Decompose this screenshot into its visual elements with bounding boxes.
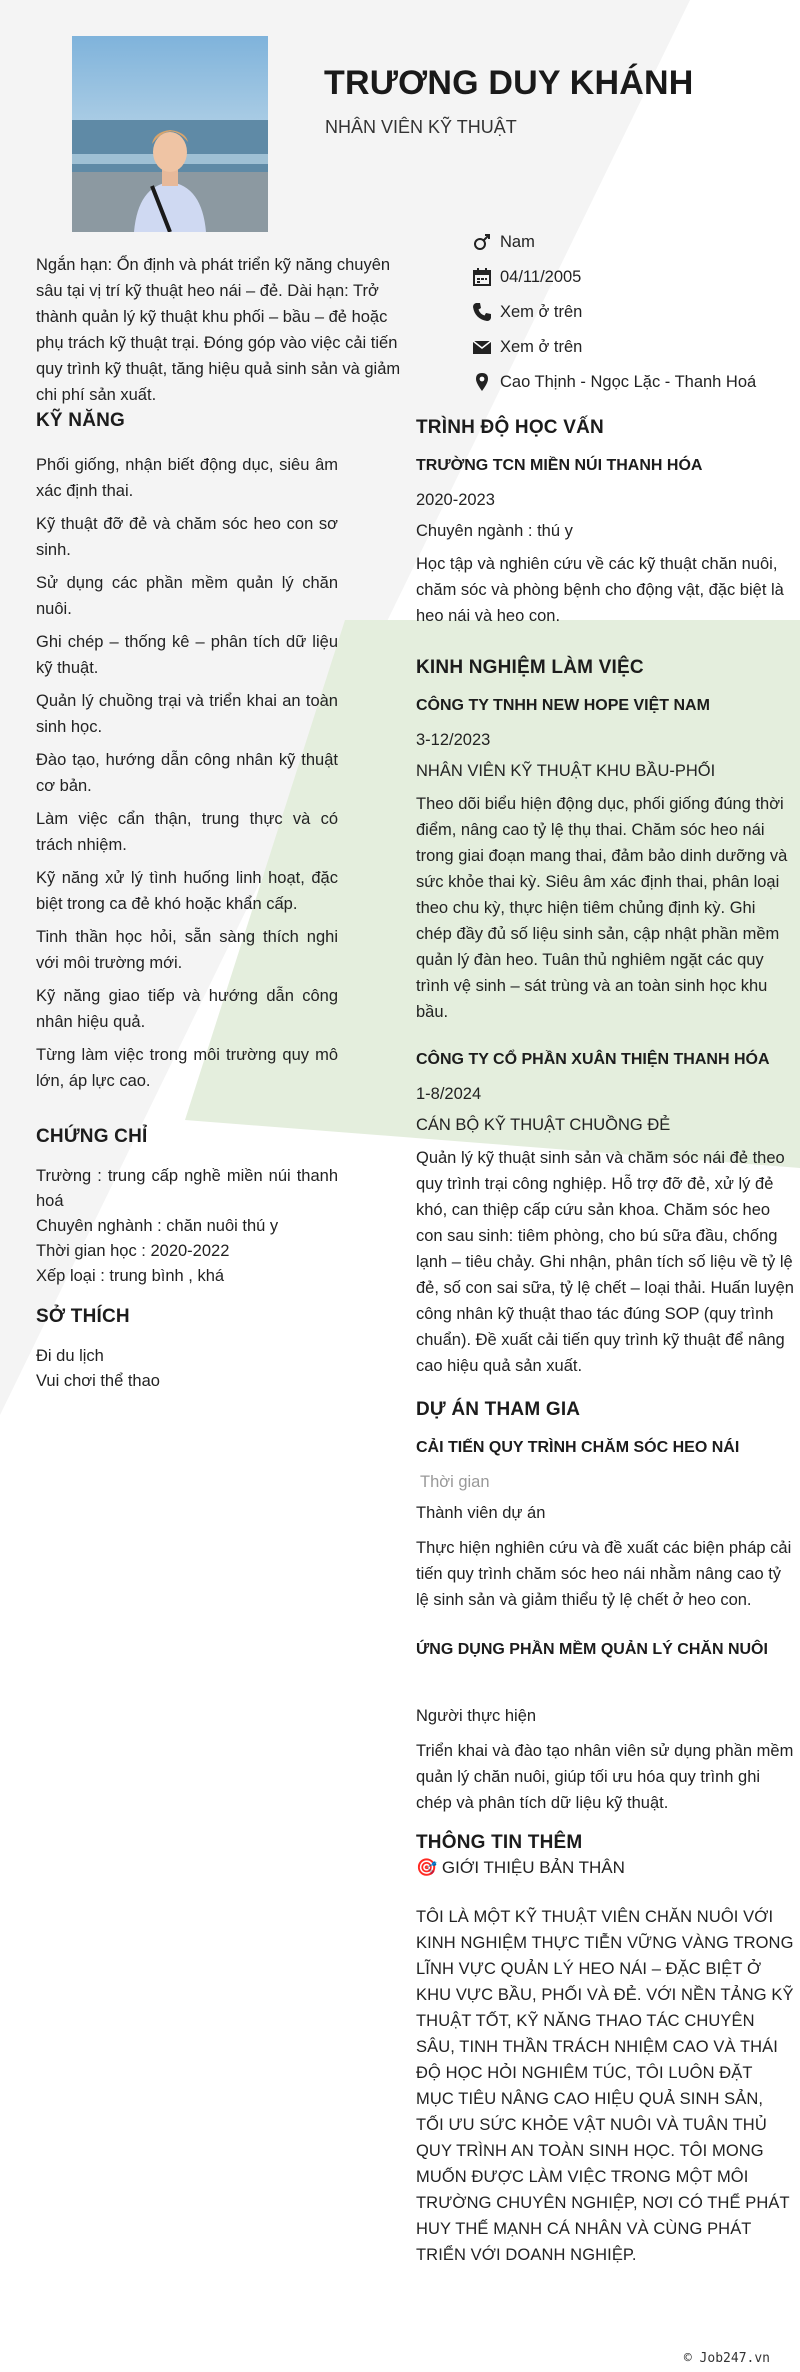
skill-item: Đào tạo, hướng dẫn công nhân kỹ thuật cơ bản. bbox=[36, 751, 338, 795]
experience-section bbox=[416, 657, 794, 1379]
certificates-section bbox=[36, 1126, 338, 1289]
job-role: CÁN BỘ KỸ THUẬT CHUỒNG ĐẺ bbox=[416, 1116, 671, 1134]
contact-gender bbox=[472, 230, 792, 254]
skill-item: Làm việc cẩn thận, trung thực và có trách nhiệm. bbox=[36, 810, 338, 854]
job-role: NHÂN VIÊN KỸ THUẬT KHU BẦU-PHỐI bbox=[416, 762, 716, 780]
project-role: Người thực hiện bbox=[416, 1707, 537, 1725]
certificate-line: Thời gian học : 2020-2022 bbox=[36, 1242, 230, 1260]
projects-title: DỰ ÁN THAM GIA bbox=[416, 1399, 581, 1420]
address-value: Cao Thịnh - Ngọc Lặc - Thanh Hoá bbox=[500, 373, 757, 391]
job-period: 3-12/2023 bbox=[416, 731, 491, 749]
projects-section bbox=[416, 1399, 794, 1816]
job-company: CÔNG TY CỔ PHẦN XUÂN THIỆN THANH HÓA bbox=[416, 1051, 770, 1068]
skill-item: Sử dụng các phần mềm quản lý chăn nuôi. bbox=[36, 574, 338, 618]
project-name: CẢI TIẾN QUY TRÌNH CHĂM SÓC HEO NÁI bbox=[416, 1439, 740, 1456]
school-name: TRƯỜNG TCN MIỀN NÚI THANH HÓA bbox=[416, 457, 703, 474]
education-title: TRÌNH ĐỘ HỌC VẤN bbox=[416, 417, 604, 438]
phone-icon bbox=[472, 300, 500, 324]
certificate-line: Trường : trung cấp nghề miền núi thanh hoá bbox=[36, 1167, 338, 1210]
education-period: 2020-2023 bbox=[416, 491, 495, 509]
career-objective: Ngắn hạn: Ổn định và phát triển kỹ năng chuyên sâu tại vị trí kỹ thuật heo nái – đẻ. Dài hạn: Trở thành quản lý kỹ thuật khu phối – bầu – đẻ hoặc phụ trách kỹ thuật trại. Đóng góp vào việc cải tiến quy trình kỹ thuật, tăng hiệu quả sinh sản và giảm chi phí sản xuất. bbox=[36, 256, 401, 404]
contact-phone bbox=[472, 300, 792, 324]
skills-section bbox=[36, 410, 338, 1101]
skills-title: KỸ NĂNG bbox=[36, 410, 126, 431]
additional-info-section bbox=[416, 1832, 794, 2268]
skill-item: Tinh thần học hỏi, sẵn sàng thích nghi với môi trường mới. bbox=[36, 928, 338, 972]
avatar bbox=[72, 36, 268, 232]
certificate-line: Xếp loại : trung bình , khá bbox=[36, 1267, 225, 1285]
contact-info bbox=[472, 230, 792, 405]
project-entry bbox=[416, 1439, 794, 1613]
contact-email bbox=[472, 335, 792, 359]
calendar-icon bbox=[472, 265, 500, 289]
project-description: Thực hiện nghiên cứu và đề xuất các biện pháp cải tiến quy trình chăm sóc heo nái nhằm nâng cao tỷ lệ sinh sản và giảm thiểu tỷ lệ chết ở heo con. bbox=[416, 1539, 792, 1609]
phone-value: Xem ở trên bbox=[500, 303, 583, 321]
right-column bbox=[416, 417, 794, 2268]
project-time-placeholder: Thời gian bbox=[420, 1473, 490, 1491]
project-description: Triển khai và đào tạo nhân viên sử dụng phần mềm quản lý chăn nuôi, giúp tối ưu hóa quy trình ghi chép và phân tích dữ liệu kỹ thuật. bbox=[416, 1742, 794, 1812]
job-entry bbox=[416, 697, 794, 1025]
email-value: Xem ở trên bbox=[500, 338, 583, 356]
skill-item: Phối giống, nhận biết động dục, siêu âm xác định thai. bbox=[36, 456, 338, 500]
about-body: TÔI LÀ MỘT KỸ THUẬT VIÊN CHĂN NUÔI VỚI KINH NGHIỆM THỰC TIỄN VỮNG VÀNG TRONG LĨNH VỰC QUẢN LÝ HEO NÁI – ĐẶC BIỆT Ở KHU VỰC BẦU, PHỐI VÀ ĐẺ. VỚI NỀN TẢNG KỸ THUẬT TỐT, KỸ NĂNG THAO TÁC CHUYÊN SÂU, TINH THẦN TRÁCH NHIỆM CAO VÀ THÁI ĐỘ HỌC HỎI NGHIÊM TÚC, TÔI LUÔN ĐẶT MỤC TIÊU NÂNG CAO HIỆU QUẢ SINH SẢN, TỐI ƯU SỨC KHỎE VẬT NUÔI VÀ TUÂN THỦ QUY TRÌNH AN TOÀN SINH HỌC. TÔI MONG MUỐN ĐƯỢC LÀM VIỆC TRONG MỘT MÔI TRƯỜNG CHUYÊN NGHIỆP, NƠI CÓ THỂ PHÁT HUY THẾ MẠNH CÁ NHÂN VÀ CÙNG PHÁT TRIỂN VỚI DOANH NGHIỆP. bbox=[416, 1908, 794, 2264]
project-role: Thành viên dự án bbox=[416, 1504, 546, 1522]
hobbies-section bbox=[36, 1306, 338, 1394]
birthday-value: 04/11/2005 bbox=[500, 268, 582, 286]
project-name: ỨNG DỤNG PHẦN MỀM QUẢN LÝ CHĂN NUÔI bbox=[416, 1641, 768, 1658]
certificate-line: Chuyên nghành : chăn nuôi thú y bbox=[36, 1217, 279, 1235]
additional-title: THÔNG TIN THÊM bbox=[416, 1832, 583, 1853]
gender-value: Nam bbox=[500, 233, 535, 251]
hobby-item: Vui chơi thể thao bbox=[36, 1372, 160, 1390]
candidate-name: TRƯƠNG DUY KHÁNH bbox=[324, 64, 694, 102]
hobbies-title: SỞ THÍCH bbox=[36, 1306, 130, 1327]
job-description: Quản lý kỹ thuật sinh sản và chăm sóc nái đẻ theo quy trình trại công nghiệp. Hỗ trợ đỡ đẻ, xử lý đẻ khó, can thiệp cấp cứu sản khoa. Chăm sóc heo con sau sinh: tiêm phòng, cho bú sữa đầu, chống lạnh – tiêu chảy. Ghi nhận, phân tích số liệu về tỷ lệ đẻ, số con sai sữa, tỷ lệ chết – loại thải. Huấn luyện công nhân kỹ thuật thao tác đúng SOP (quy trình chuẩn). Đề xuất cải tiến quy trình kỹ thuật để nâng cao hiệu quả sản xuất. bbox=[416, 1149, 794, 1375]
skill-item: Từng làm việc trong môi trường quy mô lớn, áp lực cao. bbox=[36, 1046, 338, 1090]
experience-title: KINH NGHIỆM LÀM VIỆC bbox=[416, 657, 644, 678]
skill-item: Kỹ thuật đỡ đẻ và chăm sóc heo con sơ sinh. bbox=[36, 515, 338, 559]
contact-address bbox=[472, 370, 792, 394]
job-period: 1-8/2024 bbox=[416, 1085, 482, 1103]
footer-copyright: © Job247.vn bbox=[683, 2351, 770, 2366]
about-heading: 🎯 GIỚI THIỆU BẢN THÂN bbox=[416, 1858, 625, 1877]
contact-birthday bbox=[472, 265, 792, 289]
email-icon bbox=[472, 335, 500, 359]
hobby-item: Đi du lịch bbox=[36, 1347, 104, 1365]
education-description: Học tập và nghiên cứu về các kỹ thuật chăn nuôi, chăm sóc và phòng bệnh cho động vật, đặc biệt là heo nái và heo con. bbox=[416, 555, 784, 625]
education-major: Chuyên ngành : thú y bbox=[416, 522, 573, 540]
project-entry bbox=[416, 1641, 794, 1816]
job-company: CÔNG TY TNHH NEW HOPE VIỆT NAM bbox=[416, 697, 710, 714]
job-entry bbox=[416, 1051, 794, 1379]
skill-item: Kỹ năng giao tiếp và hướng dẫn công nhân hiệu quả. bbox=[36, 987, 338, 1031]
certificates-title: CHỨNG CHỈ bbox=[36, 1126, 148, 1147]
location-pin-icon bbox=[472, 370, 500, 394]
gender-icon bbox=[472, 230, 500, 254]
skill-item: Quản lý chuồng trại và triển khai an toàn sinh học. bbox=[36, 692, 338, 736]
skill-item: Kỹ năng xử lý tình huống linh hoạt, đặc biệt trong ca đẻ khó hoặc khẩn cấp. bbox=[36, 869, 338, 913]
job-description: Theo dõi biểu hiện động dục, phối giống đúng thời điểm, nâng cao tỷ lệ thụ thai. Chăm sóc heo nái trong giai đoạn mang thai, đảm bảo dinh dưỡng và sức khỏe thai kỳ. Siêu âm xác định thai, phân loại theo chu kỳ, thực hiện tiêm chủng định kỳ. Ghi chép đầy đủ số liệu sinh sản, cập nhật phần mềm quản lý đàn heo. Tuân thủ nghiêm ngặt các quy trình vệ sinh – sát trùng và an toàn sinh học khu bầu. bbox=[416, 795, 788, 1021]
job-title: NHÂN VIÊN KỸ THUẬT bbox=[325, 117, 517, 137]
skill-item: Ghi chép – thống kê – phân tích dữ liệu kỹ thuật. bbox=[36, 633, 338, 677]
education-section bbox=[416, 417, 794, 629]
